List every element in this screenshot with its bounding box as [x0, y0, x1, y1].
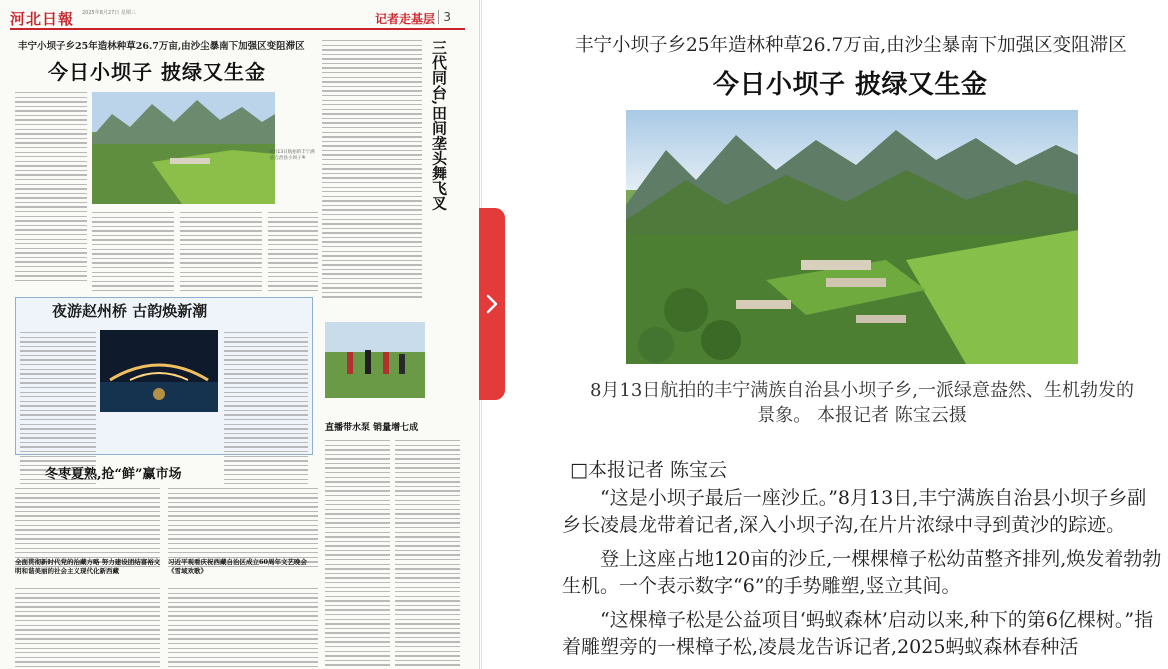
paper-text-column[interactable]	[180, 212, 262, 294]
paper-landscape-photo[interactable]	[92, 92, 275, 204]
article-body	[562, 485, 1162, 668]
paper-bottom-headline-2[interactable]: 习近平观看庆祝西藏自治区成立60周年文艺晚会《雪域欢歌》	[168, 558, 308, 575]
masthead-date: 2025年8月27日 星期三	[82, 10, 136, 16]
paper-livestream-headline[interactable]: 直播带水泵 销量增七成	[325, 423, 419, 433]
newspaper-page-thumbnail[interactable]	[0, 0, 480, 669]
paper-side-headline[interactable]: 三代同台,田间垄头舞飞叉	[430, 40, 448, 211]
masthead	[10, 8, 465, 30]
paper-article-headline[interactable]: 今日小坝子 披绿又生金	[48, 60, 266, 84]
paper-text-column[interactable]	[322, 40, 422, 301]
photo-caption: 8月13日航拍的丰宁满族自治县小坝子乡,一派绿意盎然、生机勃发的景象。 本报记者 陈宝云摄	[589, 380, 1135, 426]
paper-text-column[interactable]	[268, 212, 318, 294]
article-title: 今日小坝子 披绿又生金	[713, 70, 988, 100]
paper-text-column[interactable]	[168, 588, 318, 669]
chevron-right-icon	[485, 294, 499, 314]
paper-text-column[interactable]	[395, 440, 460, 669]
paper-photo-caption: 8月13日航拍的丰宁满族自治县小坝子乡	[270, 150, 315, 161]
article-reader	[520, 0, 1160, 669]
newspaper-logo: 河北日報	[10, 10, 75, 28]
article-aerial-photo[interactable]	[626, 110, 1078, 364]
paper-text-column[interactable]	[15, 92, 87, 284]
next-page-button[interactable]	[479, 208, 505, 400]
paper-article-kicker[interactable]: 丰宁小坝子乡25年造林种草26.7万亩,由沙尘暴南下加强区变阻滞区	[18, 41, 305, 52]
paper-text-column[interactable]	[325, 440, 390, 669]
article-paragraph: 登上这座占地120亩的沙丘,一棵棵樟子松幼苗整齐排列,焕发着勃勃生机。一个表示数字“6”的手势雕塑,竖立其间。	[562, 548, 1162, 597]
paper-text-column[interactable]	[224, 332, 308, 492]
article-kicker: 丰宁小坝子乡25年造林种草26.7万亩,由沙尘暴南下加强区变阻滞区	[575, 35, 1127, 56]
section-label: 记者走基层	[374, 12, 435, 26]
page-number: 3	[438, 10, 451, 24]
paper-jujube-headline[interactable]: 冬枣夏熟,抢“鲜”赢市场	[45, 467, 182, 482]
article-byline: □本报记者 陈宝云	[570, 459, 727, 481]
paper-night-tour-headline[interactable]: 夜游赵州桥 古韵焕新潮	[52, 302, 208, 320]
article-paragraph: “这棵樟子松是公益项目‘蚂蚁森林’启动以来,种下的第6亿棵树。”指着雕塑旁的一棵樟子松,凌晨龙告诉记者,2025蚂蚁森林春种活	[562, 609, 1154, 658]
paper-text-column[interactable]	[15, 588, 160, 669]
paper-bottom-headline-1[interactable]: 全面贯彻新时代党的治藏方略 努力建设团结富裕文明和谐美丽的社会主义现代化新西藏	[15, 558, 161, 575]
paper-people-photo[interactable]	[325, 322, 425, 398]
article-paragraph: “这是小坝子最后一座沙丘。”8月13日,丰宁满族自治县小坝子乡副乡长凌晨龙带着记者,深入小坝子沟,在片片浓绿中寻到黄沙的踪迹。	[562, 487, 1147, 536]
paper-night-bridge-photo[interactable]	[100, 330, 218, 412]
paper-text-column[interactable]	[92, 212, 174, 294]
